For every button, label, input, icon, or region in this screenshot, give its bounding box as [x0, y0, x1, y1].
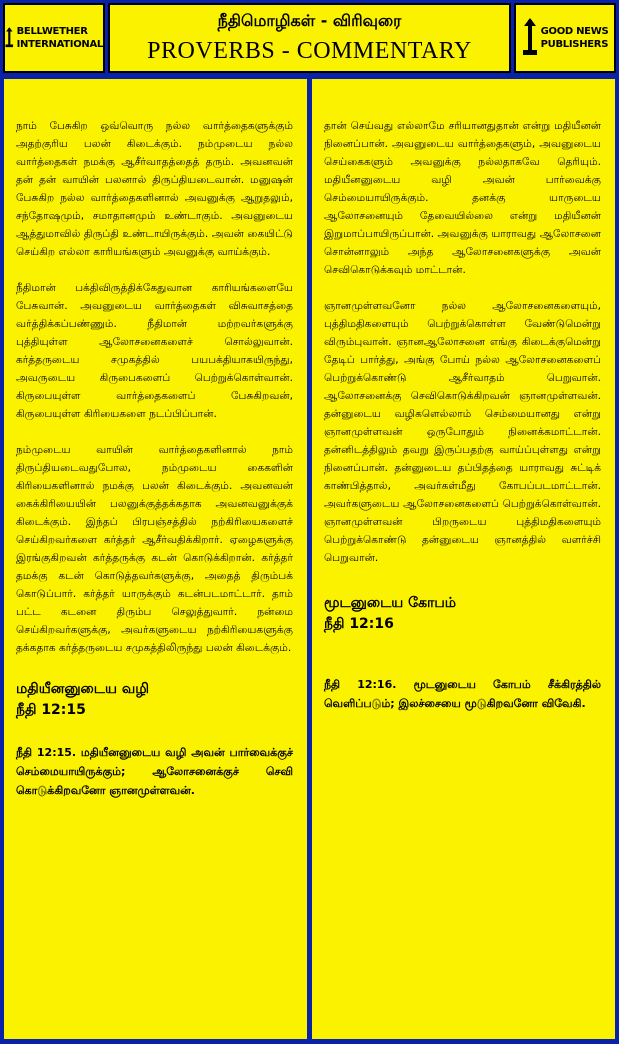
- right-logo-text: GOOD NEWS PUBLISHERS: [540, 26, 609, 50]
- left-logo-text: BELLWETHER INTERNATIONAL: [16, 26, 103, 50]
- right-paragraph-2: ஞானமுள்ளவனோ நல்ல ஆலோசனைகளையும், புத்திமதிகளையும் பெற்றுக்கொள்ள வேண்டுமென்று விரும்புவான். ஞானஆலோசனை எங்கு கிடைக்குமென்று தேடிப் பார்த்து, அங்கு போய் நல்ல ஆலோசனைகளைப் பெற்றுக்கொண்டு ஆசீர்வாதம் பெறுவான். ஆலோசனைக்கு செவிகொடுக்கிறவன் ஞானமுள்ளவன். தன்னுடைய வழிகளெல்லாம் செம்மையானது என்று ஞானமுள்ளவன் ஒருபோதும் நினைக்கமாட்டான். தன்னிடத்திலும் தவறு இருப்பதற்கு வாய்ப்புள்ளது என்று நினைப்பான். தன்னுடைய தப்பிதத்தை யாராவது சுட்டிக் காண்பித்தால், அவர்கள்மீது கோபப்படமாட்டான். அவர்களுடைய ஆலோசனைகளைப் பெற்றுக்கொள்வான். ஞானமுள்ளவன் பிறருடைய புத்திமதிகளையும் பெற்றுக்கொண்டு தன்னுடைய ஞானத்தில் வளர்ச்சி பெறுவான்.: [324, 300, 601, 564]
- left-paragraph-1: நாம் பேசுகிற ஒவ்வொரு நல்ல வார்த்தைகளுக்கும் அதற்குரிய பலன் கிடைக்கும். நம்முடைய நல்ல வார்த்தைகள் நமக்கு ஆசீர்வாதத்தைத் தரும். அவனவன் தன் தன் வாயின் பலனால் திருப்தியடைவான். மனுஷன் பேசுகிற நல்ல வார்த்தைகளினால் அவனுக்கு ஆறுதலும், சந்தோஷமும், சமாதானமும் உண்டாகும். அவனுடைய ஆத்துமாவில் திருப்தி உண்டாயிருக்கும். அவன் கையிட்டு செய்கிற எல்லா காரியங்களும் அவனுக்கு வாய்க்கும்.: [16, 120, 293, 258]
- bellwether-logo-icon: [5, 18, 14, 58]
- right-section-heading: மூடனுடைய கோபம்: [324, 595, 457, 611]
- left-paragraph-3: நம்முடைய வாயின் வார்த்தைகளினால் நாம் திருப்தியடைவதுபோல, நம்முடைய கைகளின் கிரியைகளினால் நமக்கு பலன் கிடைக்கும். அவனவன் கைக்கிரியையின் பலனுக்குத்தக்கதாக அவனவனுக்குக் கிடைக்கும். இந்தப் பிரபஞ்சத்தில் நற்கிரியைகளைச் செய்கிறவர்களை கர்த்தர் ஆசீர்வதிக்கிறார். ஏழைகளுக்கு இரங்குகிறவன் கர்த்தருக்கு கடன் கொடுக்கிறான். கர்த்தர் தமக்கு கடன் கொடுத்தவர்களுக்கு, அதைத் திரும்பக் கொடுப்பார். கர்த்தர் யாருக்கும் கடன்படமாட்டார். தாம் பட்ட கடனை திரும்ப செலுத்துவார். நன்மை செய்கிறவர்களுக்கு, அவர்களுடைய நற்கிரியைகளுக்கு தக்கதாக கர்த்தருடைய சமுகத்திலிருந்து பலன் கிடைக்கும்.: [16, 444, 293, 654]
- left-section-reference: நீதி 12:15: [16, 702, 86, 718]
- page-title-english: PROVERBS - COMMENTARY: [147, 38, 472, 64]
- title-box: [108, 3, 511, 73]
- right-paragraph-1: தான் செய்வது எல்லாமே சரியானதுதான் என்று மதியீனன் நினைப்பான். அவனுடைய வார்த்தைகளும், அவனுடைய செய்கைகளும் அவனுக்கு நல்லதாகவே தெரியும். மதியீனனுடைய வழி அவன் பார்வைக்கு செம்மையாயிருக்கும். தனக்கு யாருடைய ஆலோசனையும் தேவையில்லை என்று மதியீனன் இறுமாப்பாயிருப்பான். அவனுக்கு யாராவது ஆலோசனை சொன்னாலும் அந்த ஆலோசனைகளுக்கு அவன் செவிகொடுக்கவும் மாட்டான்.: [324, 120, 601, 276]
- right-logo-box: [514, 3, 616, 73]
- good-news-logo-icon: [522, 18, 538, 58]
- left-logo-box: [3, 3, 105, 73]
- left-column: [4, 79, 307, 1039]
- right-verse: நீதி 12:16. மூடனுடைய கோபம் சீக்கிரத்தில் வெளிப்படும்; இலச்சையை மூடுகிறவனோ விவேகி.: [324, 678, 601, 710]
- left-paragraph-2: நீதிமான் பக்திவிருத்திக்கேதுவான காரியங்களையே பேசுவான். அவனுடைய வார்த்தைகள் விசுவாசத்தை வர்த்திக்கப்பண்ணும். நீதிமான் மற்றவர்களுக்கு புத்தியுள்ள ஆலோசனைகளைச் சொல்லுவான். கர்த்தருடைய சமுகத்தில் பயபக்தியாகயிருந்து, அவருடைய கிருபைகளைப் பெற்றுக்கொள்வான். கிருபையுள்ள வார்த்தைகளைப் பேசுகிறவன், கிருபையுள்ள கிரியைகளை நடப்பிப்பான்.: [16, 282, 293, 420]
- left-section-heading: மதியீனனுடைய வழி: [16, 681, 150, 697]
- right-section-reference: நீதி 12:16: [324, 616, 394, 632]
- right-column: [312, 79, 615, 1039]
- left-verse: நீதி 12:15. மதியீனனுடைய வழி அவன் பார்வைக்குச் செம்மையாயிருக்கும்; ஆலோசனைக்குச் செவி கொடுக்கிறவனோ ஞானமுள்ளவன்.: [16, 746, 293, 797]
- page-title-tamil: நீதிமொழிகள் - விரிவுரை: [217, 11, 402, 30]
